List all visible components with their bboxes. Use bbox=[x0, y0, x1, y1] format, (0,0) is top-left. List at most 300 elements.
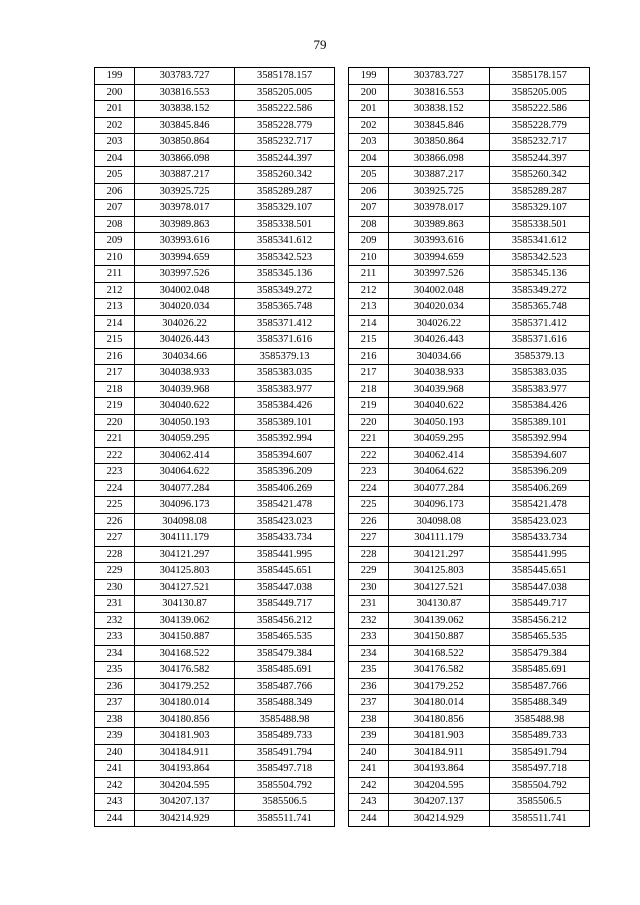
table-row bbox=[349, 777, 590, 794]
point-number-cell: 201 bbox=[349, 101, 389, 118]
y-coordinate-cell: 3585488.98 bbox=[489, 711, 589, 728]
y-coordinate-cell: 3585371.616 bbox=[489, 332, 589, 349]
table-row bbox=[95, 282, 335, 299]
table-row bbox=[349, 695, 590, 712]
x-coordinate-cell: 304214.929 bbox=[135, 810, 235, 827]
table-row bbox=[95, 711, 335, 728]
table-row bbox=[349, 299, 590, 316]
y-coordinate-cell: 3585449.717 bbox=[235, 596, 335, 613]
x-coordinate-cell: 304038.933 bbox=[389, 365, 489, 382]
point-number-cell: 232 bbox=[95, 612, 135, 629]
x-coordinate-cell: 304180.856 bbox=[389, 711, 489, 728]
x-coordinate-cell: 304059.295 bbox=[135, 431, 235, 448]
x-coordinate-cell: 304193.864 bbox=[135, 761, 235, 778]
point-number-cell: 202 bbox=[95, 117, 135, 134]
point-number-cell: 216 bbox=[95, 348, 135, 365]
point-number-cell: 226 bbox=[349, 513, 389, 530]
table-row bbox=[349, 200, 590, 217]
point-number-cell: 230 bbox=[349, 579, 389, 596]
y-coordinate-cell: 3585384.426 bbox=[489, 398, 589, 415]
table-row bbox=[349, 101, 590, 118]
table-row bbox=[95, 68, 335, 85]
table-row bbox=[95, 414, 335, 431]
x-coordinate-cell: 304002.048 bbox=[389, 282, 489, 299]
x-coordinate-cell: 304168.522 bbox=[135, 645, 235, 662]
point-number-cell: 204 bbox=[349, 150, 389, 167]
table-row bbox=[95, 216, 335, 233]
x-coordinate-cell: 304064.622 bbox=[389, 464, 489, 481]
x-coordinate-cell: 304176.582 bbox=[389, 662, 489, 679]
point-number-cell: 219 bbox=[349, 398, 389, 415]
y-coordinate-cell: 3585485.691 bbox=[235, 662, 335, 679]
y-coordinate-cell: 3585342.523 bbox=[235, 249, 335, 266]
x-coordinate-cell: 303997.526 bbox=[389, 266, 489, 283]
point-number-cell: 205 bbox=[95, 167, 135, 184]
x-coordinate-cell: 304096.173 bbox=[135, 497, 235, 514]
point-number-cell: 234 bbox=[349, 645, 389, 662]
x-coordinate-cell: 304040.622 bbox=[135, 398, 235, 415]
point-number-cell: 234 bbox=[95, 645, 135, 662]
y-coordinate-cell: 3585392.994 bbox=[235, 431, 335, 448]
point-number-cell: 227 bbox=[95, 530, 135, 547]
y-coordinate-cell: 3585441.995 bbox=[489, 546, 589, 563]
x-coordinate-cell: 303850.864 bbox=[389, 134, 489, 151]
point-number-cell: 242 bbox=[95, 777, 135, 794]
y-coordinate-cell: 3585487.766 bbox=[489, 678, 589, 695]
y-coordinate-cell: 3585228.779 bbox=[489, 117, 589, 134]
point-number-cell: 224 bbox=[95, 480, 135, 497]
point-number-cell: 207 bbox=[349, 200, 389, 217]
x-coordinate-cell: 304111.179 bbox=[135, 530, 235, 547]
y-coordinate-cell: 3585371.412 bbox=[235, 315, 335, 332]
x-coordinate-cell: 304121.297 bbox=[135, 546, 235, 563]
table-row bbox=[349, 414, 590, 431]
y-coordinate-cell: 3585394.607 bbox=[235, 447, 335, 464]
y-coordinate-cell: 3585489.733 bbox=[235, 728, 335, 745]
x-coordinate-cell: 303989.863 bbox=[135, 216, 235, 233]
y-coordinate-cell: 3585479.384 bbox=[235, 645, 335, 662]
x-coordinate-cell: 303925.725 bbox=[135, 183, 235, 200]
point-number-cell: 238 bbox=[95, 711, 135, 728]
point-number-cell: 228 bbox=[95, 546, 135, 563]
x-coordinate-cell: 303866.098 bbox=[135, 150, 235, 167]
y-coordinate-cell: 3585232.717 bbox=[235, 134, 335, 151]
y-coordinate-cell: 3585441.995 bbox=[235, 546, 335, 563]
x-coordinate-cell: 304098.08 bbox=[135, 513, 235, 530]
point-number-cell: 235 bbox=[95, 662, 135, 679]
x-coordinate-cell: 303887.217 bbox=[135, 167, 235, 184]
point-number-cell: 213 bbox=[349, 299, 389, 316]
point-number-cell: 211 bbox=[349, 266, 389, 283]
y-coordinate-cell: 3585465.535 bbox=[235, 629, 335, 646]
table-row bbox=[95, 447, 335, 464]
table-row bbox=[95, 266, 335, 283]
table-row bbox=[349, 563, 590, 580]
y-coordinate-cell: 3585383.035 bbox=[235, 365, 335, 382]
point-number-cell: 206 bbox=[95, 183, 135, 200]
point-number-cell: 224 bbox=[349, 480, 389, 497]
table-row bbox=[95, 596, 335, 613]
point-number-cell: 225 bbox=[349, 497, 389, 514]
point-number-cell: 215 bbox=[349, 332, 389, 349]
x-coordinate-cell: 304039.968 bbox=[135, 381, 235, 398]
table-row bbox=[95, 431, 335, 448]
table-row bbox=[349, 249, 590, 266]
table-row bbox=[349, 167, 590, 184]
x-coordinate-cell: 304111.179 bbox=[389, 530, 489, 547]
x-coordinate-cell: 304181.903 bbox=[135, 728, 235, 745]
table-row bbox=[349, 216, 590, 233]
y-coordinate-cell: 3585421.478 bbox=[489, 497, 589, 514]
y-coordinate-cell: 3585341.612 bbox=[489, 233, 589, 250]
point-number-cell: 241 bbox=[95, 761, 135, 778]
point-number-cell: 240 bbox=[95, 744, 135, 761]
x-coordinate-cell: 304062.414 bbox=[135, 447, 235, 464]
table-row bbox=[95, 777, 335, 794]
y-coordinate-cell: 3585345.136 bbox=[489, 266, 589, 283]
x-coordinate-cell: 304064.622 bbox=[135, 464, 235, 481]
table-row bbox=[95, 563, 335, 580]
table-row bbox=[349, 810, 590, 827]
table-row bbox=[95, 134, 335, 151]
point-number-cell: 240 bbox=[349, 744, 389, 761]
y-coordinate-cell: 3585260.342 bbox=[489, 167, 589, 184]
point-number-cell: 203 bbox=[95, 134, 135, 151]
table-row bbox=[349, 365, 590, 382]
point-number-cell: 233 bbox=[349, 629, 389, 646]
y-coordinate-cell: 3585506.5 bbox=[489, 794, 589, 811]
y-coordinate-cell: 3585289.287 bbox=[489, 183, 589, 200]
x-coordinate-cell: 304062.414 bbox=[389, 447, 489, 464]
point-number-cell: 242 bbox=[349, 777, 389, 794]
x-coordinate-cell: 304179.252 bbox=[389, 678, 489, 695]
table-row bbox=[349, 332, 590, 349]
y-coordinate-cell: 3585349.272 bbox=[235, 282, 335, 299]
x-coordinate-cell: 304150.887 bbox=[135, 629, 235, 646]
y-coordinate-cell: 3585349.272 bbox=[489, 282, 589, 299]
y-coordinate-cell: 3585396.209 bbox=[235, 464, 335, 481]
y-coordinate-cell: 3585371.412 bbox=[489, 315, 589, 332]
point-number-cell: 199 bbox=[95, 68, 135, 85]
table-row bbox=[349, 117, 590, 134]
x-coordinate-cell: 304130.87 bbox=[135, 596, 235, 613]
point-number-cell: 243 bbox=[349, 794, 389, 811]
y-coordinate-cell: 3585341.612 bbox=[235, 233, 335, 250]
point-number-cell: 227 bbox=[349, 530, 389, 547]
point-number-cell: 202 bbox=[349, 117, 389, 134]
x-coordinate-cell: 304050.193 bbox=[135, 414, 235, 431]
x-coordinate-cell: 303838.152 bbox=[135, 101, 235, 118]
point-number-cell: 205 bbox=[349, 167, 389, 184]
y-coordinate-cell: 3585406.269 bbox=[489, 480, 589, 497]
table-row bbox=[95, 233, 335, 250]
y-coordinate-cell: 3585338.501 bbox=[235, 216, 335, 233]
table-row bbox=[95, 249, 335, 266]
table-row bbox=[349, 678, 590, 695]
y-coordinate-cell: 3585222.586 bbox=[235, 101, 335, 118]
x-coordinate-cell: 304020.034 bbox=[389, 299, 489, 316]
x-coordinate-cell: 303816.553 bbox=[135, 84, 235, 101]
table-row bbox=[95, 645, 335, 662]
table-row bbox=[95, 101, 335, 118]
y-coordinate-cell: 3585329.107 bbox=[489, 200, 589, 217]
x-coordinate-cell: 304168.522 bbox=[389, 645, 489, 662]
y-coordinate-cell: 3585244.397 bbox=[489, 150, 589, 167]
point-number-cell: 239 bbox=[95, 728, 135, 745]
y-coordinate-cell: 3585232.717 bbox=[489, 134, 589, 151]
table-row bbox=[95, 315, 335, 332]
point-number-cell: 243 bbox=[95, 794, 135, 811]
table-row bbox=[95, 183, 335, 200]
y-coordinate-cell: 3585497.718 bbox=[235, 761, 335, 778]
x-coordinate-cell: 303994.659 bbox=[389, 249, 489, 266]
table-row bbox=[349, 431, 590, 448]
x-coordinate-cell: 303978.017 bbox=[135, 200, 235, 217]
table-row bbox=[349, 348, 590, 365]
table-row bbox=[349, 480, 590, 497]
x-coordinate-cell: 304176.582 bbox=[135, 662, 235, 679]
table-row bbox=[95, 728, 335, 745]
coordinates-table-right bbox=[348, 67, 590, 827]
table-row bbox=[95, 612, 335, 629]
y-coordinate-cell: 3585511.741 bbox=[235, 810, 335, 827]
y-coordinate-cell: 3585445.651 bbox=[235, 563, 335, 580]
y-coordinate-cell: 3585504.792 bbox=[489, 777, 589, 794]
y-coordinate-cell: 3585449.717 bbox=[489, 596, 589, 613]
y-coordinate-cell: 3585342.523 bbox=[489, 249, 589, 266]
x-coordinate-cell: 304139.062 bbox=[135, 612, 235, 629]
table-row bbox=[95, 200, 335, 217]
point-number-cell: 230 bbox=[95, 579, 135, 596]
point-number-cell: 237 bbox=[349, 695, 389, 712]
x-coordinate-cell: 304179.252 bbox=[135, 678, 235, 695]
x-coordinate-cell: 304125.803 bbox=[135, 563, 235, 580]
x-coordinate-cell: 303994.659 bbox=[135, 249, 235, 266]
table-row bbox=[95, 629, 335, 646]
table-row bbox=[95, 530, 335, 547]
y-coordinate-cell: 3585379.13 bbox=[235, 348, 335, 365]
y-coordinate-cell: 3585488.349 bbox=[489, 695, 589, 712]
table-row bbox=[349, 497, 590, 514]
point-number-cell: 229 bbox=[349, 563, 389, 580]
table-row bbox=[95, 167, 335, 184]
point-number-cell: 216 bbox=[349, 348, 389, 365]
point-number-cell: 225 bbox=[95, 497, 135, 514]
table-row bbox=[95, 348, 335, 365]
x-coordinate-cell: 304204.595 bbox=[389, 777, 489, 794]
y-coordinate-cell: 3585365.748 bbox=[489, 299, 589, 316]
x-coordinate-cell: 304139.062 bbox=[389, 612, 489, 629]
x-coordinate-cell: 304039.968 bbox=[389, 381, 489, 398]
y-coordinate-cell: 3585178.157 bbox=[235, 68, 335, 85]
x-coordinate-cell: 304077.284 bbox=[135, 480, 235, 497]
table-row bbox=[95, 546, 335, 563]
table-row bbox=[95, 662, 335, 679]
table-row bbox=[349, 711, 590, 728]
table-row bbox=[95, 678, 335, 695]
point-number-cell: 209 bbox=[95, 233, 135, 250]
point-number-cell: 221 bbox=[95, 431, 135, 448]
point-number-cell: 222 bbox=[349, 447, 389, 464]
table-row bbox=[349, 596, 590, 613]
point-number-cell: 229 bbox=[95, 563, 135, 580]
y-coordinate-cell: 3585456.212 bbox=[235, 612, 335, 629]
x-coordinate-cell: 304059.295 bbox=[389, 431, 489, 448]
point-number-cell: 231 bbox=[95, 596, 135, 613]
y-coordinate-cell: 3585389.101 bbox=[235, 414, 335, 431]
y-coordinate-cell: 3585178.157 bbox=[489, 68, 589, 85]
y-coordinate-cell: 3585384.426 bbox=[235, 398, 335, 415]
x-coordinate-cell: 304096.173 bbox=[389, 497, 489, 514]
x-coordinate-cell: 304127.521 bbox=[135, 579, 235, 596]
point-number-cell: 206 bbox=[349, 183, 389, 200]
y-coordinate-cell: 3585406.269 bbox=[235, 480, 335, 497]
point-number-cell: 239 bbox=[349, 728, 389, 745]
x-coordinate-cell: 304026.22 bbox=[389, 315, 489, 332]
y-coordinate-cell: 3585338.501 bbox=[489, 216, 589, 233]
y-coordinate-cell: 3585383.977 bbox=[235, 381, 335, 398]
table-row bbox=[349, 68, 590, 85]
y-coordinate-cell: 3585383.977 bbox=[489, 381, 589, 398]
y-coordinate-cell: 3585511.741 bbox=[489, 810, 589, 827]
point-number-cell: 213 bbox=[95, 299, 135, 316]
table-row bbox=[349, 134, 590, 151]
x-coordinate-cell: 304026.443 bbox=[135, 332, 235, 349]
x-coordinate-cell: 304180.856 bbox=[135, 711, 235, 728]
y-coordinate-cell: 3585423.023 bbox=[489, 513, 589, 530]
table-row bbox=[95, 497, 335, 514]
y-coordinate-cell: 3585289.287 bbox=[235, 183, 335, 200]
table-row bbox=[349, 84, 590, 101]
x-coordinate-cell: 303997.526 bbox=[135, 266, 235, 283]
table-row bbox=[349, 398, 590, 415]
y-coordinate-cell: 3585222.586 bbox=[489, 101, 589, 118]
y-coordinate-cell: 3585479.384 bbox=[489, 645, 589, 662]
y-coordinate-cell: 3585488.98 bbox=[235, 711, 335, 728]
x-coordinate-cell: 304180.014 bbox=[389, 695, 489, 712]
table-row bbox=[95, 579, 335, 596]
y-coordinate-cell: 3585329.107 bbox=[235, 200, 335, 217]
y-coordinate-cell: 3585433.734 bbox=[489, 530, 589, 547]
table-row bbox=[349, 381, 590, 398]
table-row bbox=[349, 546, 590, 563]
y-coordinate-cell: 3585228.779 bbox=[235, 117, 335, 134]
table-row bbox=[95, 332, 335, 349]
table-row bbox=[95, 810, 335, 827]
y-coordinate-cell: 3585345.136 bbox=[235, 266, 335, 283]
table-row bbox=[349, 315, 590, 332]
point-number-cell: 233 bbox=[95, 629, 135, 646]
x-coordinate-cell: 304026.22 bbox=[135, 315, 235, 332]
y-coordinate-cell: 3585487.766 bbox=[235, 678, 335, 695]
point-number-cell: 212 bbox=[95, 282, 135, 299]
x-coordinate-cell: 303887.217 bbox=[389, 167, 489, 184]
y-coordinate-cell: 3585504.792 bbox=[235, 777, 335, 794]
y-coordinate-cell: 3585497.718 bbox=[489, 761, 589, 778]
x-coordinate-cell: 304002.048 bbox=[135, 282, 235, 299]
x-coordinate-cell: 304180.014 bbox=[135, 695, 235, 712]
y-coordinate-cell: 3585260.342 bbox=[235, 167, 335, 184]
table-row bbox=[95, 365, 335, 382]
y-coordinate-cell: 3585447.038 bbox=[489, 579, 589, 596]
x-coordinate-cell: 303845.846 bbox=[389, 117, 489, 134]
table-row bbox=[349, 645, 590, 662]
point-number-cell: 222 bbox=[95, 447, 135, 464]
point-number-cell: 208 bbox=[349, 216, 389, 233]
y-coordinate-cell: 3585506.5 bbox=[235, 794, 335, 811]
point-number-cell: 218 bbox=[95, 381, 135, 398]
table-row bbox=[349, 794, 590, 811]
point-number-cell: 211 bbox=[95, 266, 135, 283]
point-number-cell: 210 bbox=[95, 249, 135, 266]
point-number-cell: 209 bbox=[349, 233, 389, 250]
table-row bbox=[349, 728, 590, 745]
point-number-cell: 223 bbox=[349, 464, 389, 481]
table-row bbox=[349, 266, 590, 283]
point-number-cell: 203 bbox=[349, 134, 389, 151]
x-coordinate-cell: 304207.137 bbox=[135, 794, 235, 811]
point-number-cell: 220 bbox=[95, 414, 135, 431]
x-coordinate-cell: 303989.863 bbox=[389, 216, 489, 233]
x-coordinate-cell: 304125.803 bbox=[389, 563, 489, 580]
x-coordinate-cell: 304034.66 bbox=[135, 348, 235, 365]
y-coordinate-cell: 3585365.748 bbox=[235, 299, 335, 316]
table-row bbox=[95, 480, 335, 497]
x-coordinate-cell: 303993.616 bbox=[389, 233, 489, 250]
y-coordinate-cell: 3585244.397 bbox=[235, 150, 335, 167]
x-coordinate-cell: 303866.098 bbox=[389, 150, 489, 167]
table-row bbox=[95, 299, 335, 316]
y-coordinate-cell: 3585456.212 bbox=[489, 612, 589, 629]
point-number-cell: 221 bbox=[349, 431, 389, 448]
point-number-cell: 223 bbox=[95, 464, 135, 481]
x-coordinate-cell: 304020.034 bbox=[135, 299, 235, 316]
point-number-cell: 218 bbox=[349, 381, 389, 398]
table-row bbox=[349, 183, 590, 200]
table-row bbox=[349, 662, 590, 679]
point-number-cell: 220 bbox=[349, 414, 389, 431]
y-coordinate-cell: 3585445.651 bbox=[489, 563, 589, 580]
point-number-cell: 200 bbox=[349, 84, 389, 101]
x-coordinate-cell: 304214.929 bbox=[389, 810, 489, 827]
page-number: 79 bbox=[313, 37, 327, 52]
y-coordinate-cell: 3585489.733 bbox=[489, 728, 589, 745]
x-coordinate-cell: 304121.297 bbox=[389, 546, 489, 563]
x-coordinate-cell: 304026.443 bbox=[389, 332, 489, 349]
point-number-cell: 236 bbox=[349, 678, 389, 695]
table-row bbox=[349, 233, 590, 250]
y-coordinate-cell: 3585421.478 bbox=[235, 497, 335, 514]
x-coordinate-cell: 304077.284 bbox=[389, 480, 489, 497]
y-coordinate-cell: 3585488.349 bbox=[235, 695, 335, 712]
x-coordinate-cell: 304204.595 bbox=[135, 777, 235, 794]
table-row bbox=[95, 513, 335, 530]
table-row bbox=[349, 447, 590, 464]
table-row bbox=[349, 629, 590, 646]
x-coordinate-cell: 304181.903 bbox=[389, 728, 489, 745]
x-coordinate-cell: 304034.66 bbox=[389, 348, 489, 365]
y-coordinate-cell: 3585205.005 bbox=[489, 84, 589, 101]
point-number-cell: 236 bbox=[95, 678, 135, 695]
y-coordinate-cell: 3585485.691 bbox=[489, 662, 589, 679]
point-number-cell: 238 bbox=[349, 711, 389, 728]
table-row bbox=[95, 117, 335, 134]
table-row bbox=[95, 744, 335, 761]
point-number-cell: 204 bbox=[95, 150, 135, 167]
y-coordinate-cell: 3585383.035 bbox=[489, 365, 589, 382]
table-row bbox=[95, 398, 335, 415]
y-coordinate-cell: 3585491.794 bbox=[235, 744, 335, 761]
